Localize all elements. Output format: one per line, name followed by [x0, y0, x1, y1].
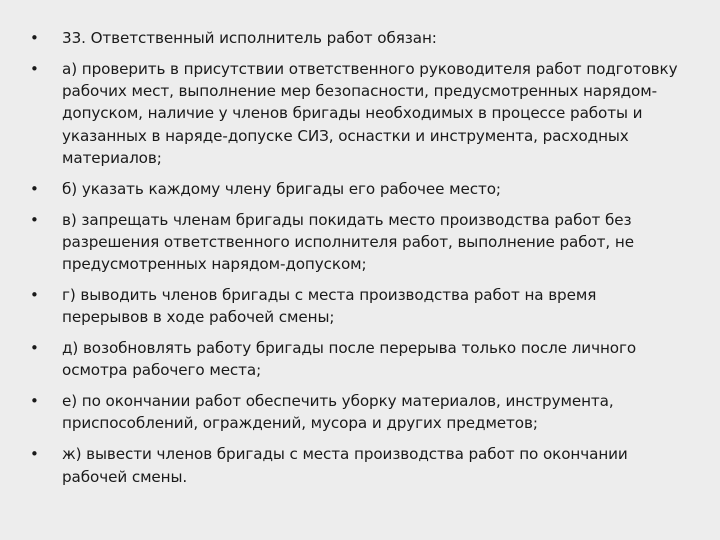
list-item — [30, 443, 680, 488]
list-item — [30, 27, 680, 49]
bullet-icon: • — [30, 285, 39, 304]
list-item — [30, 58, 680, 169]
bullet-icon: • — [30, 445, 39, 464]
list-item-text: ж) вывести членов бригады с места производства работ по окончании рабочей смены. — [62, 445, 628, 486]
list-item — [30, 284, 680, 329]
list-item-text: в) запрещать членам бригады покидать место производства работ без разрешения ответственного исполнителя работ, выполнение работ, не предусмотренных нарядом-допуском; — [62, 210, 634, 274]
list-item — [30, 337, 680, 382]
bullet-icon: • — [30, 179, 39, 198]
list-item-text: д) возобновлять работу бригады после перерыва только после личного осмотра рабочего места; — [62, 339, 637, 380]
bullet-list — [30, 27, 680, 488]
bullet-icon: • — [30, 392, 39, 411]
bullet-icon: • — [30, 29, 39, 47]
list-item-text: а) проверить в присутствии ответственного руководителя работ подготовку рабочих мест, выполнение мер безопасности, предусмотренных нарядом-допуском, наличие у членов бригады необходимых в процессе работы и указанных в наряде-допуске СИЗ, оснастки и инструмента, расходных материалов; — [62, 59, 678, 167]
bullet-icon: • — [30, 59, 39, 78]
list-item — [30, 178, 680, 200]
list-item-text: б) указать каждому члену бригады его рабочее место; — [62, 179, 501, 198]
bullet-icon: • — [30, 339, 39, 358]
list-item — [30, 390, 680, 435]
list-item-text: г) выводить членов бригады с места производства работ на время перерывов в ходе рабочей смены; — [62, 285, 597, 327]
list-item — [30, 209, 680, 276]
list-item-text: 33. Ответственный исполнитель работ обязан: — [62, 29, 437, 47]
list-item-text: е) по окончании работ обеспечить уборку материалов, инструмента, приспособлений, ограждений, мусора и других предметов; — [62, 392, 614, 433]
bullet-icon: • — [30, 210, 39, 229]
